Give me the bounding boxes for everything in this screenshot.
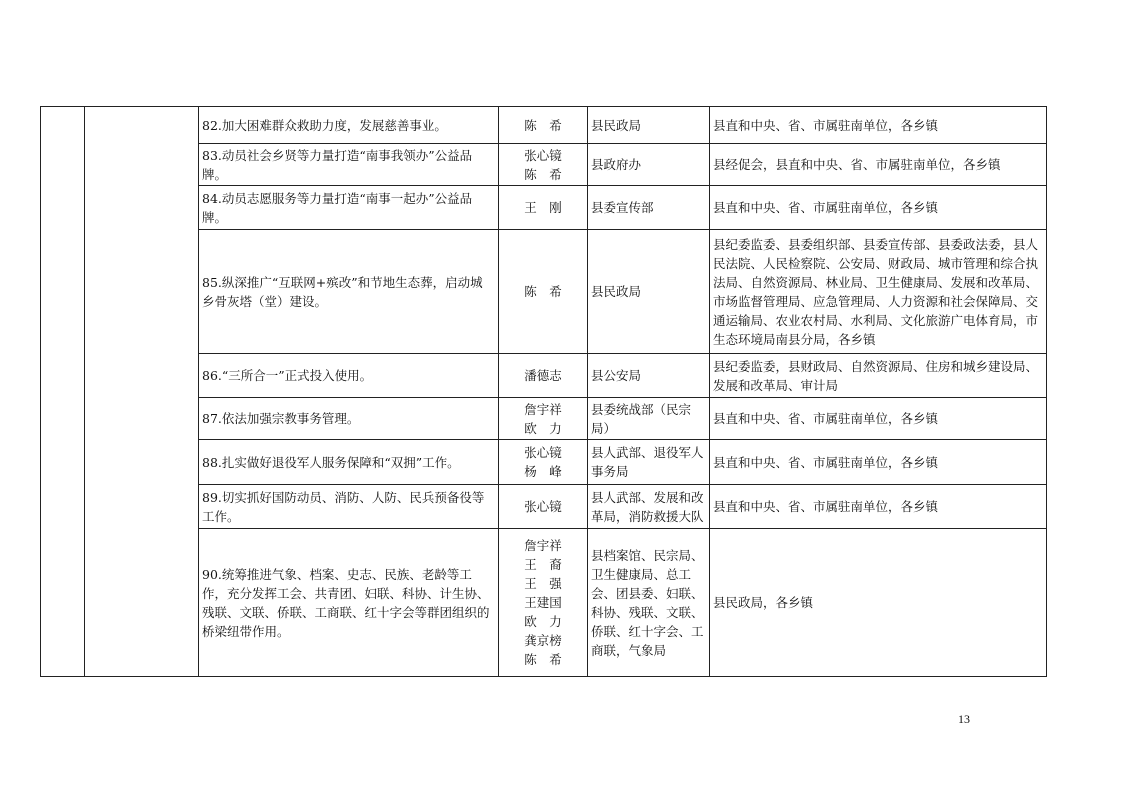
partner-units-cell: 县直和中央、省、市属驻南单位，各乡镇 [710, 485, 1047, 529]
partner-units-cell: 县直和中央、省、市属驻南单位，各乡镇 [710, 186, 1047, 230]
task-cell: 84.动员志愿服务等力量打造“南事一起办”公益品牌。 [199, 186, 499, 230]
lead-unit-cell: 县委宣传部 [588, 186, 710, 230]
task-cell: 87.依法加强宗教事务管理。 [199, 398, 499, 440]
page-number: 13 [958, 712, 970, 726]
leader-cell: 张心镜 陈 希 [499, 144, 588, 186]
task-cell: 88.扎实做好退役军人服务保障和“双拥”工作。 [199, 440, 499, 485]
task-cell: 83.动员社会乡贤等力量打造“南事我领办”公益品牌。 [199, 144, 499, 186]
leader-cell: 张心镜 [499, 485, 588, 529]
lead-unit-cell: 县民政局 [588, 230, 710, 354]
partner-units-cell: 县直和中央、省、市属驻南单位，各乡镇 [710, 398, 1047, 440]
leader-cell: 陈 希 [499, 107, 588, 144]
partner-units-cell: 县经促会，县直和中央、省、市属驻南单位，各乡镇 [710, 144, 1047, 186]
subcategory-cell [85, 107, 199, 677]
leader-cell: 王 刚 [499, 186, 588, 230]
task-cell: 90.统筹推进气象、档案、史志、民族、老龄等工作，充分发挥工会、共青团、妇联、科协、计生协、残联、文联、侨联、工商联、红十字会等群团组织的桥梁纽带作用。 [199, 529, 499, 677]
task-cell: 89.切实抓好国防动员、消防、人防、民兵预备役等工作。 [199, 485, 499, 529]
leader-cell: 张心镜 杨 峰 [499, 440, 588, 485]
lead-unit-cell: 县档案馆、民宗局、卫生健康局、总工会、团县委、妇联、科协、残联、文联、侨联、红十字会、工商联，气象局 [588, 529, 710, 677]
partner-units-cell: 县直和中央、省、市属驻南单位，各乡镇 [710, 440, 1047, 485]
partner-units-cell: 县纪委监委，县财政局、自然资源局、住房和城乡建设局、发展和改革局、审计局 [710, 354, 1047, 398]
task-table [40, 106, 1047, 677]
lead-unit-cell: 县委统战部（民宗局） [588, 398, 710, 440]
leader-cell: 詹宇祥 王 裔 王 强 王建国 欧 力 龚京榜 陈 希 [499, 529, 588, 677]
lead-unit-cell: 县人武部、退役军人事务局 [588, 440, 710, 485]
partner-units-cell: 县纪委监委、县委组织部、县委宣传部、县委政法委，县人民法院、人民检察院、公安局、财政局、城市管理和综合执法局、自然资源局、林业局、卫生健康局、发展和改革局、市场监督管理局、应急管理局、人力资源和社会保障局、交通运输局、农业农村局、水利局、文化旅游广电体育局，市生态环境局南县分局，各乡镇 [710, 230, 1047, 354]
category-cell [41, 107, 85, 677]
task-cell: 85.纵深推广“互联网+殡改”和节地生态葬，启动城乡骨灰塔（堂）建设。 [199, 230, 499, 354]
lead-unit-cell: 县公安局 [588, 354, 710, 398]
lead-unit-cell: 县民政局 [588, 107, 710, 144]
leader-cell: 陈 希 [499, 230, 588, 354]
partner-units-cell: 县民政局，各乡镇 [710, 529, 1047, 677]
table-row [41, 107, 1047, 144]
leader-cell: 詹宇祥 欧 力 [499, 398, 588, 440]
task-cell: 86.“三所合一”正式投入使用。 [199, 354, 499, 398]
lead-unit-cell: 县政府办 [588, 144, 710, 186]
leader-cell: 潘德志 [499, 354, 588, 398]
lead-unit-cell: 县人武部、发展和改革局，消防救援大队 [588, 485, 710, 529]
partner-units-cell: 县直和中央、省、市属驻南单位，各乡镇 [710, 107, 1047, 144]
task-cell: 82.加大困难群众救助力度，发展慈善事业。 [199, 107, 499, 144]
